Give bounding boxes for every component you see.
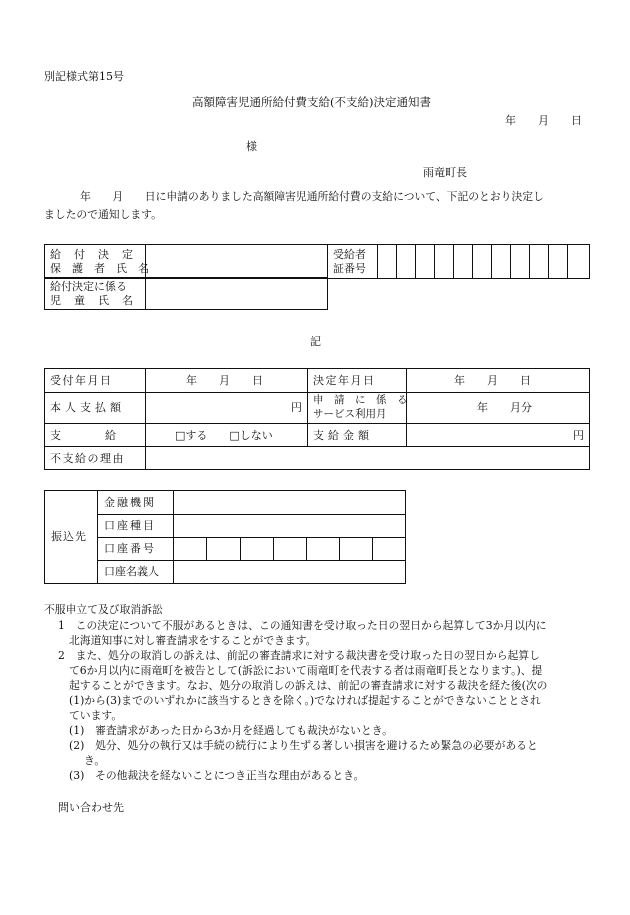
self-pay-yen: 円 [291, 401, 302, 414]
recipient-no-label-line1: 受給者 [333, 248, 366, 261]
notice-p2-line5: ています。 [69, 709, 123, 722]
row-divider [45, 423, 589, 424]
row-divider [45, 446, 589, 447]
notice-item-2-line1: (2) 処分、処分の執行又は手続の続行により生ずる著しい損害を避けるため緊急の必要があると [69, 739, 538, 752]
account-type-label: 口座種目 [104, 519, 156, 532]
intro-line-1: 年 月 日に申請のありました高額障害児通所給付費の支給について、下記のとおり決定し [80, 190, 544, 203]
divider [415, 245, 416, 278]
notice-p2-line3: 起することができます。なお、処分の取消しの訴えは、前記の審査請求に対する裁決を経た後(次の [69, 679, 548, 692]
divider [548, 245, 549, 278]
intro-line-2: ましたので通知します。 [44, 208, 162, 221]
column-divider [145, 369, 146, 469]
column-divider [406, 369, 407, 447]
document-title: 高額障害児通所給付費支給(不支給)決定通知書 [192, 95, 431, 109]
account-number-label: 口座番号 [104, 542, 156, 555]
account-holder-label: 口座名義人 [104, 565, 159, 578]
divider [396, 245, 397, 278]
row-divider [98, 514, 405, 515]
child-label-line1: 給付決定に係る [50, 280, 127, 293]
issue-date: 年 月 日 [505, 114, 582, 127]
digit-divider [339, 538, 340, 560]
received-date-label: 受付年月日 [50, 374, 113, 387]
divider [327, 245, 328, 278]
notice-p2-line1: 2 また、処分の取消しの訴えは、前記の審査請求に対する裁決書を受け取った日の翌日から起算し [58, 649, 540, 662]
issuer-name: 雨竜町長 [423, 166, 467, 179]
row-divider [98, 560, 405, 561]
child-label-line2: 児 童 氏 名 [50, 294, 134, 307]
digit-divider [240, 538, 241, 560]
divider [377, 245, 378, 278]
divider [453, 245, 454, 278]
payment-label: 支 給 [50, 429, 116, 442]
notice-item-2-line2: き。 [84, 754, 106, 767]
digit-divider [372, 538, 373, 560]
column-divider [307, 369, 308, 447]
form-number: 別記様式第15号 [44, 70, 124, 83]
service-month-value: 年 月分 [477, 401, 532, 414]
divider [510, 245, 511, 278]
row-divider [45, 392, 589, 393]
received-date-value: 年 月 日 [186, 374, 263, 387]
notice-item-1: (1) 審査請求があった日から3か月を経過しても裁決がないとき。 [69, 724, 393, 737]
divider [567, 245, 568, 278]
reason-label: 不支給の理由 [50, 452, 125, 465]
decision-date-label: 決定年月日 [313, 374, 376, 387]
row-divider [98, 537, 405, 538]
notice-p2-line4: (1)から(3)までのいずれかに該当するときを除く。)でなければ提起することができないこととされ [69, 694, 541, 707]
addressee-suffix: 様 [246, 140, 257, 153]
service-label-line2: サービス利用月 [313, 408, 387, 420]
amount-yen: 円 [573, 429, 584, 442]
divider [145, 245, 146, 309]
decision-date-value: 年 月 日 [454, 374, 531, 387]
transfer-label: 振込先 [51, 530, 87, 543]
divider [491, 245, 492, 278]
divider [434, 245, 435, 278]
contact-label: 問い合わせ先 [58, 801, 124, 814]
digit-divider [206, 538, 207, 560]
bank-label: 金融機関 [104, 496, 156, 509]
notice-p1-line1: 1 この決定について不服があるときは、この通知書を受け取った日の翌日から起算して3か月以内に [58, 619, 547, 632]
digit-divider [273, 538, 274, 560]
guardian-label-line1: 給 付 決 定 [50, 248, 134, 261]
recipient-no-label-line2: 証番号 [333, 262, 366, 275]
divider [529, 245, 530, 278]
self-pay-label: 本人支払額 [50, 401, 125, 414]
divider [472, 245, 473, 278]
digit-divider [306, 538, 307, 560]
amount-label: 支給金額 [313, 429, 373, 442]
notice-heading: 不服申立て及び取消訴訟 [44, 603, 163, 616]
service-label-line1: 申 請 に 係 る [313, 394, 408, 406]
notice-p2-line2: て6か月以内に雨竜町を被告として(訴訟において雨竜町を代表する者は雨竜町長となります。)、提 [69, 664, 543, 677]
guardian-label-line2: 保 護 者 氏 名 [50, 262, 149, 275]
notice-p1-line2: 北海道知事に対し審査請求をすることができます。 [69, 634, 317, 647]
notice-item-3: (3) その他裁決を経ないことにつき正当な理由があるとき。 [69, 769, 365, 782]
ki-heading: 記 [310, 335, 321, 348]
payment-options[interactable]: □する □しない [175, 429, 273, 442]
